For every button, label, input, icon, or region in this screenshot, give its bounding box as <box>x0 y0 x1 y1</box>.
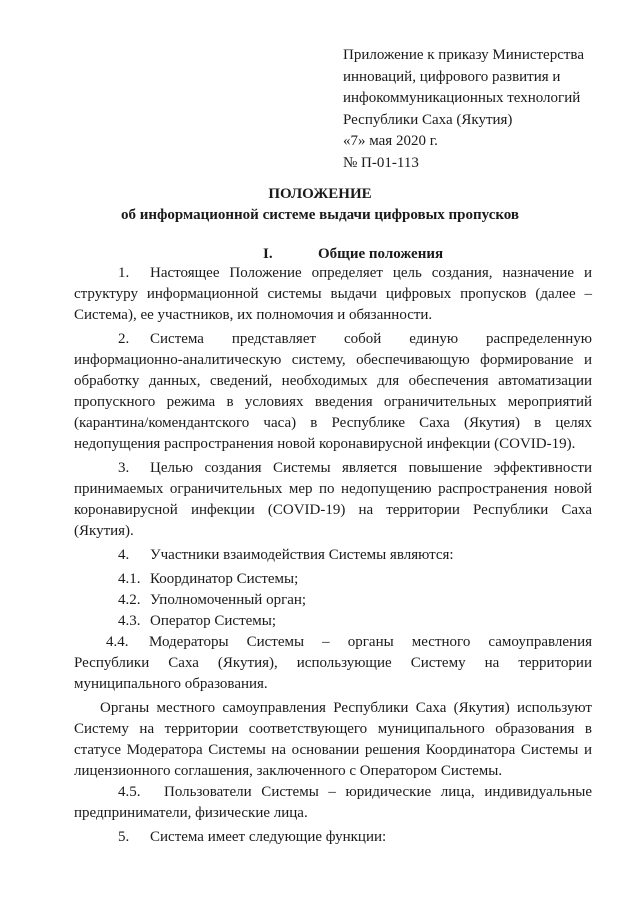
header-line: инфокоммуникационных технологий <box>343 90 581 106</box>
item-number: 4. <box>118 547 130 563</box>
paragraph-4 <box>74 545 592 566</box>
document-title: ПОЛОЖЕНИЕ <box>268 186 372 202</box>
section-number: I. <box>263 246 273 262</box>
item-number: 4.4. <box>106 634 129 650</box>
item-number: 3. <box>118 460 130 476</box>
item-text: Пользователи Системы – юридические лица, индивидуальные предприниматели, физические лица. <box>74 784 592 821</box>
paragraph-1 <box>74 263 592 326</box>
paragraph-2 <box>74 329 592 455</box>
paragraph-4-3 <box>74 611 592 632</box>
item-number: 4.5. <box>118 784 141 800</box>
item-text: Модераторы Системы – органы местного самоуправления Республики Саха (Якутия), использующие Систему на территории муниципального образования. <box>74 634 592 692</box>
item-number: 4.1. <box>118 571 141 587</box>
section-title: Общие положения <box>318 246 444 262</box>
paragraph-4-4 <box>74 632 592 695</box>
item-text: Участники взаимодействия Системы являются: <box>150 547 454 563</box>
item-number: 2. <box>118 331 130 347</box>
item-number: 1. <box>118 265 130 281</box>
header-line: Республики Саха (Якутия) <box>343 111 513 128</box>
paragraph-4-5 <box>74 782 592 824</box>
document-subtitle: об информационной системе выдачи цифровых пропусков <box>120 207 520 223</box>
header-order-number: № П-01-113 <box>343 154 419 171</box>
item-text: Органы местного самоуправления Республики Саха (Якутия) используют Систему на территории соответствующего муниципального образования в статусе Модератора Системы на основании решения Координатора Системы и лицензионного соглашения, заключенного с Оператором Системы. <box>74 700 592 779</box>
paragraph-4-4-note <box>74 698 592 782</box>
header-line: Приложение к приказу Министерства <box>343 47 584 63</box>
item-text: Настоящее Положение определяет цель создания, назначение и структуру информационной системы выдачи цифровых пропусков (далее – Система), ее участников, их полномочия и обязанности. <box>74 265 592 323</box>
item-text: Целью создания Системы является повышение эффективности принимаемых ограничительных мер по недопущению распространения новой коронавирусной инфекции (COVID-19) на территории Республики Саха (Якутия). <box>74 460 592 539</box>
item-text: Уполномоченный орган; <box>150 592 307 608</box>
paragraph-4-2 <box>74 590 592 611</box>
header-date: «7» мая 2020 г. <box>343 133 438 149</box>
item-number: 5. <box>118 829 130 845</box>
item-number: 4.3. <box>118 613 141 629</box>
paragraph-4-1 <box>74 569 592 590</box>
item-text: Система имеет следующие функции: <box>150 829 387 845</box>
document-body <box>74 263 592 848</box>
item-text: Координатор Системы; <box>150 571 299 587</box>
item-number: 4.2. <box>118 592 141 608</box>
paragraph-5 <box>74 827 592 848</box>
item-text: Оператор Системы; <box>150 613 277 629</box>
header-line: инноваций, цифрового развития и <box>343 68 561 85</box>
paragraph-3 <box>74 458 592 542</box>
item-text: Система представляет собой единую распределенную информационно-аналитическую систему, обеспечивающую формирование и обработку данных, сведений, необходимых для обеспечения автоматизации пропускного режима в условиях введения ограничительных мероприятий (карантина/комендантского часа) в Республике Саха (Якутия) в целях недопущения распространения новой коронавирусной инфекции (COVID-19). <box>74 331 592 452</box>
order-reference-header <box>343 45 623 174</box>
